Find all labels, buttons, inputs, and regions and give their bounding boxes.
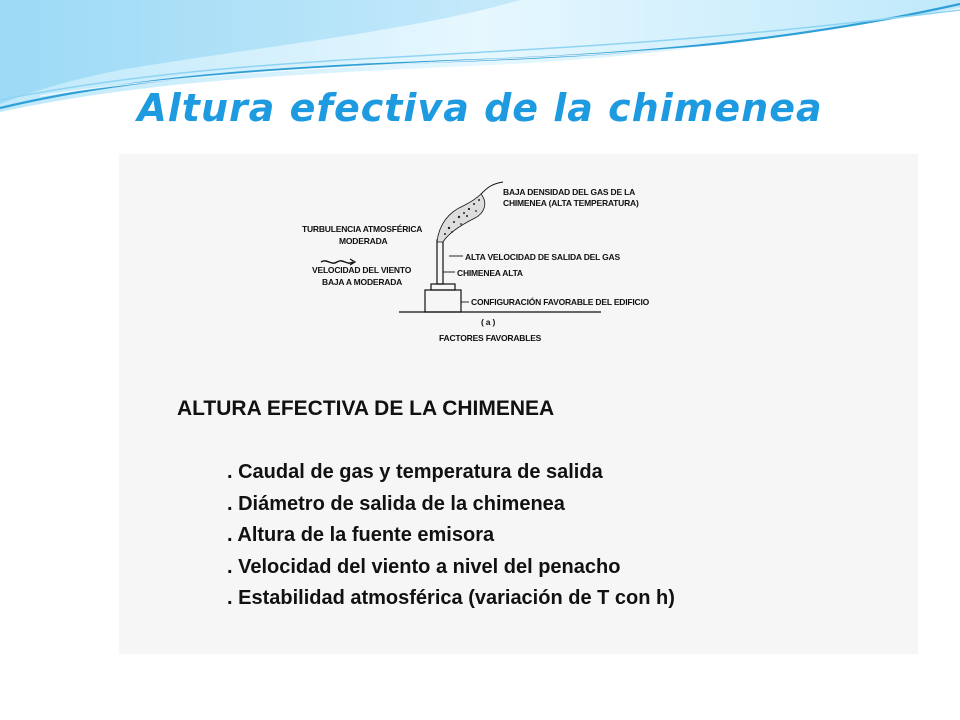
label-exit-velocity: ALTA VELOCIDAD DE SALIDA DEL GAS (465, 252, 620, 262)
factor-item: . Estabilidad atmosférica (variación de T con h) (227, 587, 675, 609)
plume (437, 194, 485, 242)
diagram-caption: FACTORES FAVORABLES (439, 333, 542, 343)
factor-item: . Altura de la fuente emisora (227, 524, 495, 546)
section-heading: ALTURA EFECTIVA DE LA CHIMENEA (177, 397, 555, 420)
content-panel (119, 154, 918, 654)
factor-item: . Caudal de gas y temperatura de salida (227, 461, 603, 483)
label-turbulence-2: MODERADA (339, 236, 388, 246)
label-building-configuration: CONFIGURACIÓN FAVORABLE DEL EDIFICIO (471, 297, 650, 307)
chimney (437, 240, 443, 284)
factor-item: . Diámetro de salida de la chimenea (227, 492, 565, 515)
label-wind-2: BAJA A MODERADA (322, 277, 403, 287)
label-low-density: BAJA DENSIDAD DEL GAS DE LA (503, 187, 636, 197)
label-panel-tag: ( a ) (481, 317, 496, 327)
building (425, 290, 461, 312)
label-wind: VELOCIDAD DEL VIENTO (312, 265, 412, 275)
label-low-density-2: CHIMENEA (ALTA TEMPERATURA) (503, 198, 639, 208)
slide-title: Altura efectiva de la chimenea (137, 86, 823, 130)
factor-list (227, 457, 675, 615)
label-turbulence: TURBULENCIA ATMOSFÉRICA (302, 224, 423, 234)
factor-item: . Velocidad del viento a nivel del penacho (227, 555, 621, 578)
wind-squiggle (321, 261, 353, 263)
building-top (431, 284, 455, 290)
label-tall-stack: CHIMENEA ALTA (457, 268, 523, 278)
